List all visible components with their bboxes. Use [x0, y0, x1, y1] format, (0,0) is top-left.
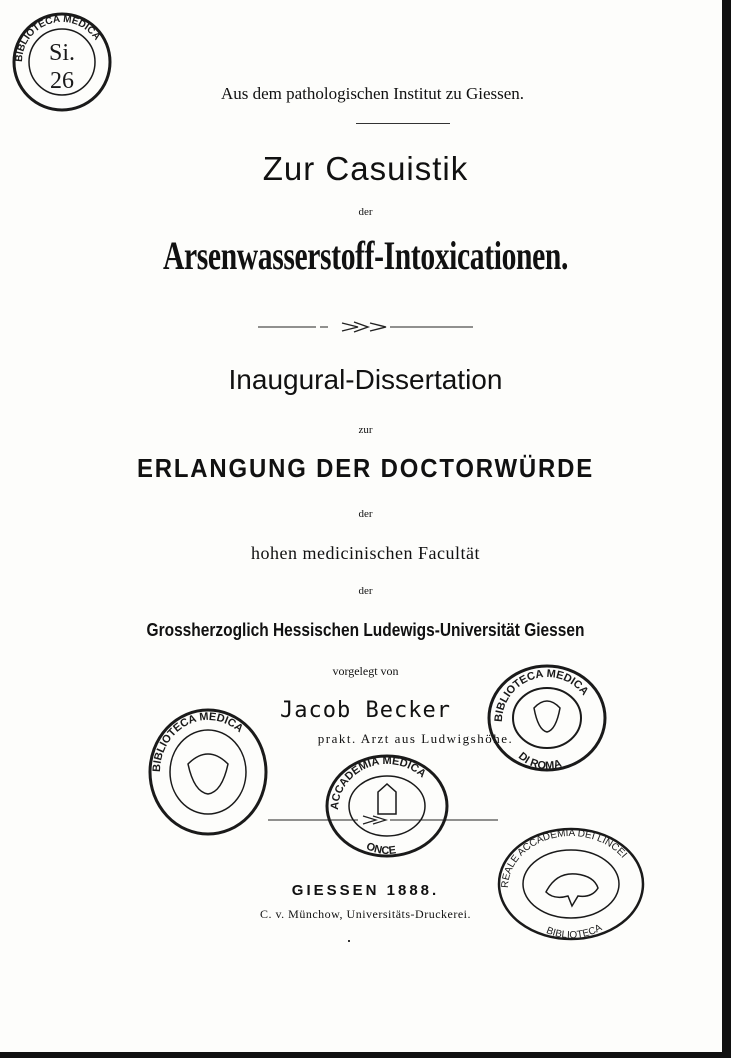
- library-stamp-right-upper: [484, 662, 610, 774]
- university-line: Grossherzoglich Hessischen Ludewigs-Universität Giessen: [146, 620, 585, 640]
- shelfmark-2: 26: [50, 68, 74, 94]
- title-line-1: Zur Casuistik: [262, 150, 469, 187]
- stamp-text-top: REALE ACCADEMIA DEI LINCEI: [499, 827, 629, 889]
- speck: [348, 940, 350, 942]
- connector-der-1: der: [358, 206, 373, 218]
- place-year: GIESSEN 1888.: [291, 882, 440, 899]
- stamp-text-bottom: BIBLIOTECA: [544, 922, 604, 942]
- degree-line: ERLANGUNG DER DOCTORWÜRDE: [136, 453, 595, 483]
- connector-der-2: der: [358, 508, 373, 520]
- stamp-text-bottom: DI ROMA: [515, 750, 564, 773]
- library-stamp-center: [322, 752, 452, 860]
- scan-edge-right: [722, 0, 731, 1058]
- title-line-2: Arsenwasserstoff-Intoxicationen.: [163, 233, 568, 278]
- stamp-text-top: BIBLIOTECA MEDICA: [492, 667, 591, 723]
- library-stamp-right-lower: [496, 826, 646, 942]
- svg-text:BIBLIOTECA MEDICA: [493, 668, 591, 723]
- divider-short: [356, 123, 450, 124]
- stamp-text: BIBLIOTECA MEDICA: [150, 710, 246, 773]
- svg-text:BIBLIOTECA MEDICA: [151, 711, 246, 772]
- institute-line: Aus dem pathologischen Institut zu Giessen.: [220, 84, 525, 103]
- library-stamp-top-left: [10, 10, 114, 114]
- faculty-line: hohen medicinischen Facultät: [251, 543, 480, 563]
- connector-der-3: der: [358, 585, 373, 597]
- author-name: Jacob Becker: [280, 698, 451, 723]
- svg-text:DI ROMA: [516, 750, 563, 772]
- presented-by: vorgelegt von: [332, 664, 399, 678]
- svg-text:BIBLIOTECA: [545, 922, 605, 941]
- printer-line: C. v. Münchow, Universitäts-Druckerei.: [259, 907, 472, 921]
- shelfmark-1: Si.: [48, 40, 76, 66]
- scan-edge-bottom: [0, 1052, 731, 1058]
- dissertation-label: Inaugural-Dissertation: [228, 364, 503, 395]
- ornament-rule: [258, 318, 473, 336]
- stamp-text-top: ACCADEMIA MEDICA: [328, 755, 429, 811]
- library-stamp-left-middle: [144, 704, 272, 840]
- stamp-text-bottom: ONCE: [364, 840, 397, 858]
- stamp-text: BIBLIOTECA MEDICA: [13, 13, 103, 63]
- author-details: prakt. Arzt aus Ludwigshöhe.: [317, 731, 514, 746]
- connector-zur: zur: [358, 424, 373, 436]
